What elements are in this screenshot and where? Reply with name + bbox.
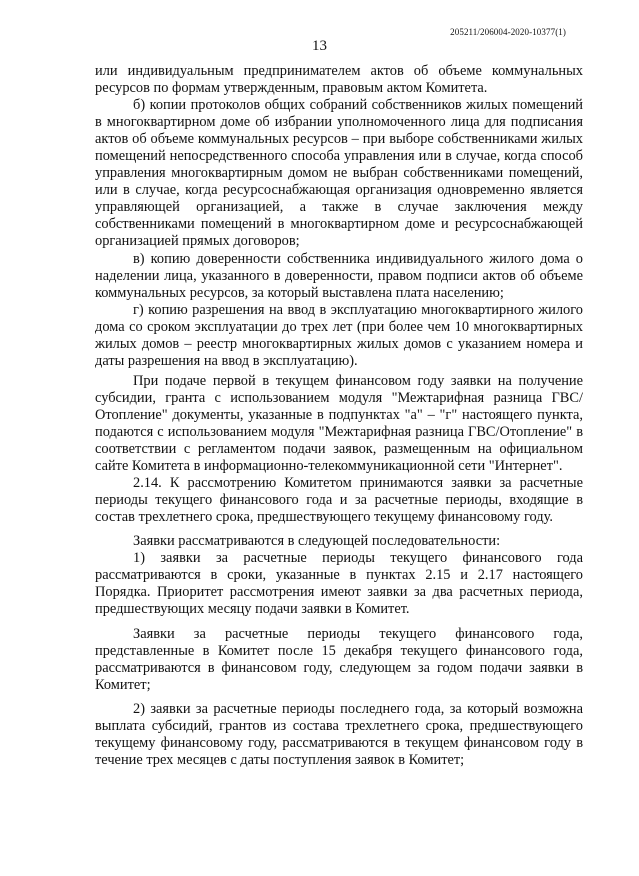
paragraph-item-g: г) копию разрешения на ввод в эксплуатацию многоквартирного жилого дома со сроком эксплуатации до трех лет (при более чем 10 многоквартирных жилых домов – реестр многоквартирных жилых домов с указанием номера и даты разрешения на ввод в эксплуатацию). [95, 301, 583, 369]
paragraph-after-december: Заявки за расчетные периоды текущего финансового года, представленные в Комитет после 15 декабря текущего финансового года, рассматриваются в финансовом году, следующем за годом подачи заявки в Комитет; [95, 625, 583, 693]
paragraph-item-1: 1) заявки за расчетные периоды текущего финансового года рассматриваются в сроки, указанные в пунктах 2.15 и 2.17 настоящего Порядка. Приоритет рассмотрения имеют заявки за два расчетных периода, предшествующих месяцу подачи заявки в Комитет. [95, 550, 583, 618]
paragraph-continuation: или индивидуальным предпринимателем актов об объеме коммунальных ресурсов по формам утвержденным, правовым актом Комитета. [95, 63, 583, 97]
paragraph-item-2: 2) заявки за расчетные периоды последнего года, за который возможна выплата субсидий, грантов из состава трехлетнего срока, предшествующего текущему финансовому году, рассматриваются в текущем финансовом году в течение трех месяцев с даты поступления заявок в Комитет; [95, 700, 583, 768]
paragraph-item-b: б) копии протоколов общих собраний собственников жилых помещений в многоквартирном доме об избрании уполномоченного лица для подписания актов об объеме коммунальных ресурсов – при выборе собственниками жилых помещений непосредственного способа управления или в случае, когда способ управления многоквартирным домом не выбран собственниками помещений, или в случае, когда ресурсоснабжающая организация одновременно является управляющей организацией, а также в случае заключения между собственниками помещений в многоквартирном доме и ресурсоснабжающей организацией прямых договоров; [95, 97, 583, 250]
paragraph-item-v: в) копию доверенности собственника индивидуального жилого дома о наделении лица, указанного в доверенности, правом подписи актов об объеме коммунальных ресурсов, за который выставлена плата населению; [95, 250, 583, 301]
page-number: 13 [312, 38, 327, 54]
paragraph-2-14: 2.14. К рассмотрению Комитетом принимаются заявки за расчетные периоды текущего финансового года и за расчетные периоды, входящие в состав трехлетнего срока, предшествующего текущему финансовому году. [95, 475, 583, 526]
paragraph-first-application: При подаче первой в текущем финансовом году заявки на получение субсидии, гранта с использованием модуля "Межтарифная разница ГВС/Отопление" документы, указанные в подпунктах "а" – "г" настоящего пункта, подаются с использованием модуля "Межтарифная разница ГВС/Отопление" в соответствии с регламентом подачи заявок, размещенным на официальном сайте Комитета в информационно-телекоммуникационной сети "Интернет". [95, 372, 583, 475]
document-body [95, 63, 583, 769]
paragraph-order-intro: Заявки рассматриваются в следующей последовательности: [133, 533, 501, 550]
document-code: 205211/206004-2020-10377(1) [450, 27, 566, 37]
